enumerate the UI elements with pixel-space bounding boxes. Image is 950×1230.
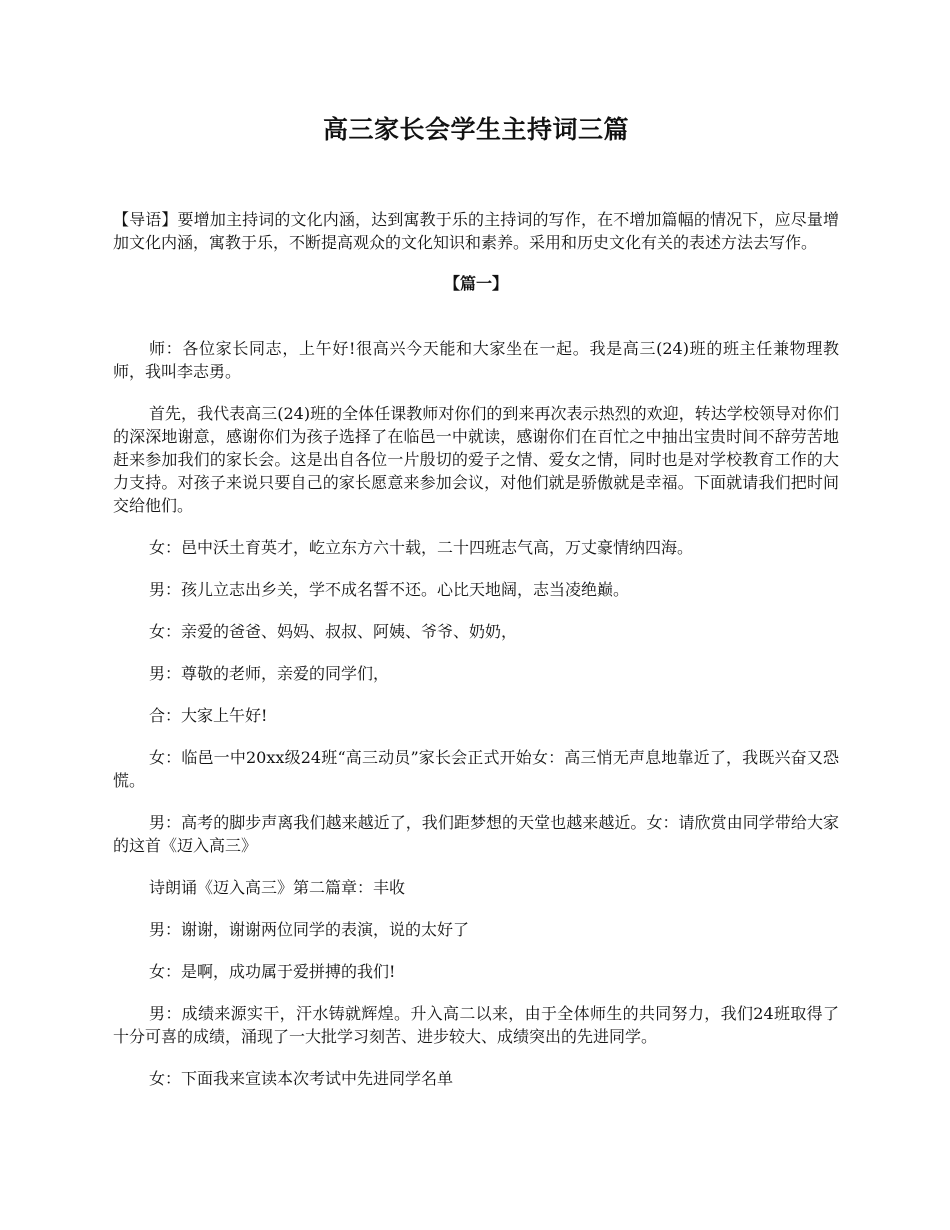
paragraph: 男：成绩来源实干，汗水铸就辉煌。升入高二以来，由于全体师生的共同努力，我们24班取得了十分可喜的成绩，涌现了一大批学习刻苦、进步较大、成绩突出的先进同学。 [113,1004,839,1046]
paragraph: 女：临邑一中20xx级24班“高三动员”家长会正式开始女：高三悄无声息地靠近了，我既兴奋又恐慌。 [113,748,839,790]
paragraph: 女：是啊，成功属于爱拼搏的我们! [149,962,396,981]
paragraph: 师：各位家长同志，上午好!很高兴今天能和大家坐在一起。我是高三(24)班的班主任兼物理教师，我叫李志勇。 [113,339,839,381]
paragraph: 男：尊敬的老师，亲爱的同学们， [149,664,390,683]
paragraph: 首先，我代表高三(24)班的全体任课教师对你们的到来再次表示热烈的欢迎，转达学校领导对你们的深深地谢意，感谢你们为孩子选择了在临邑一中就读，感谢你们在百忙之中抽出宝贵时间不辞劳苦地赶来参加我们的家长会。这是出自各位一片殷切的爱子之情、爱女之情，同时也是对学校教育工作的大力支持。对孩子来说只要自己的家长愿意来参加会议，对他们就是骄傲就是幸福。下面就请我们把时间交给他们。 [113,404,839,515]
section-heading: 【篇一】 [443,274,508,293]
paragraph: 男：谢谢，谢谢两位同学的表演，说的太好了 [149,920,470,939]
paragraph: 女：亲爱的爸爸、妈妈、叔叔、阿姨、爷爷、奶奶， [149,622,518,641]
paragraph: 诗朗诵《迈入高三》第二篇章：丰收 [149,878,406,897]
paragraph: 男：孩儿立志出乡关，学不成名誓不还。心比天地阔，志当凌绝巅。 [149,580,630,599]
document-title: 高三家长会学生主持词三篇 [322,115,629,144]
document-body [113,208,839,1109]
paragraph: 男：高考的脚步声离我们越来越近了，我们距梦想的天堂也越来越近。女：请欣赏由同学带给大家的这首《迈入高三》 [113,813,839,855]
paragraph: 女：下面我来宣读本次考试中先进同学名单 [149,1069,454,1088]
lead-paragraph: 【导语】要增加主持词的文化内涵，达到寓教于乐的主持词的写作，在不增加篇幅的情况下，应尽量增加文化内涵，寓教于乐，不断提高观众的文化知识和素养。采用和历史文化有关的表述方法去写作。 [113,210,839,252]
paragraph: 女：邑中沃土育英才，屹立东方六十载，二十四班志气高，万丈豪情纳四海。 [149,538,694,557]
paragraph: 合：大家上午好! [149,706,268,725]
